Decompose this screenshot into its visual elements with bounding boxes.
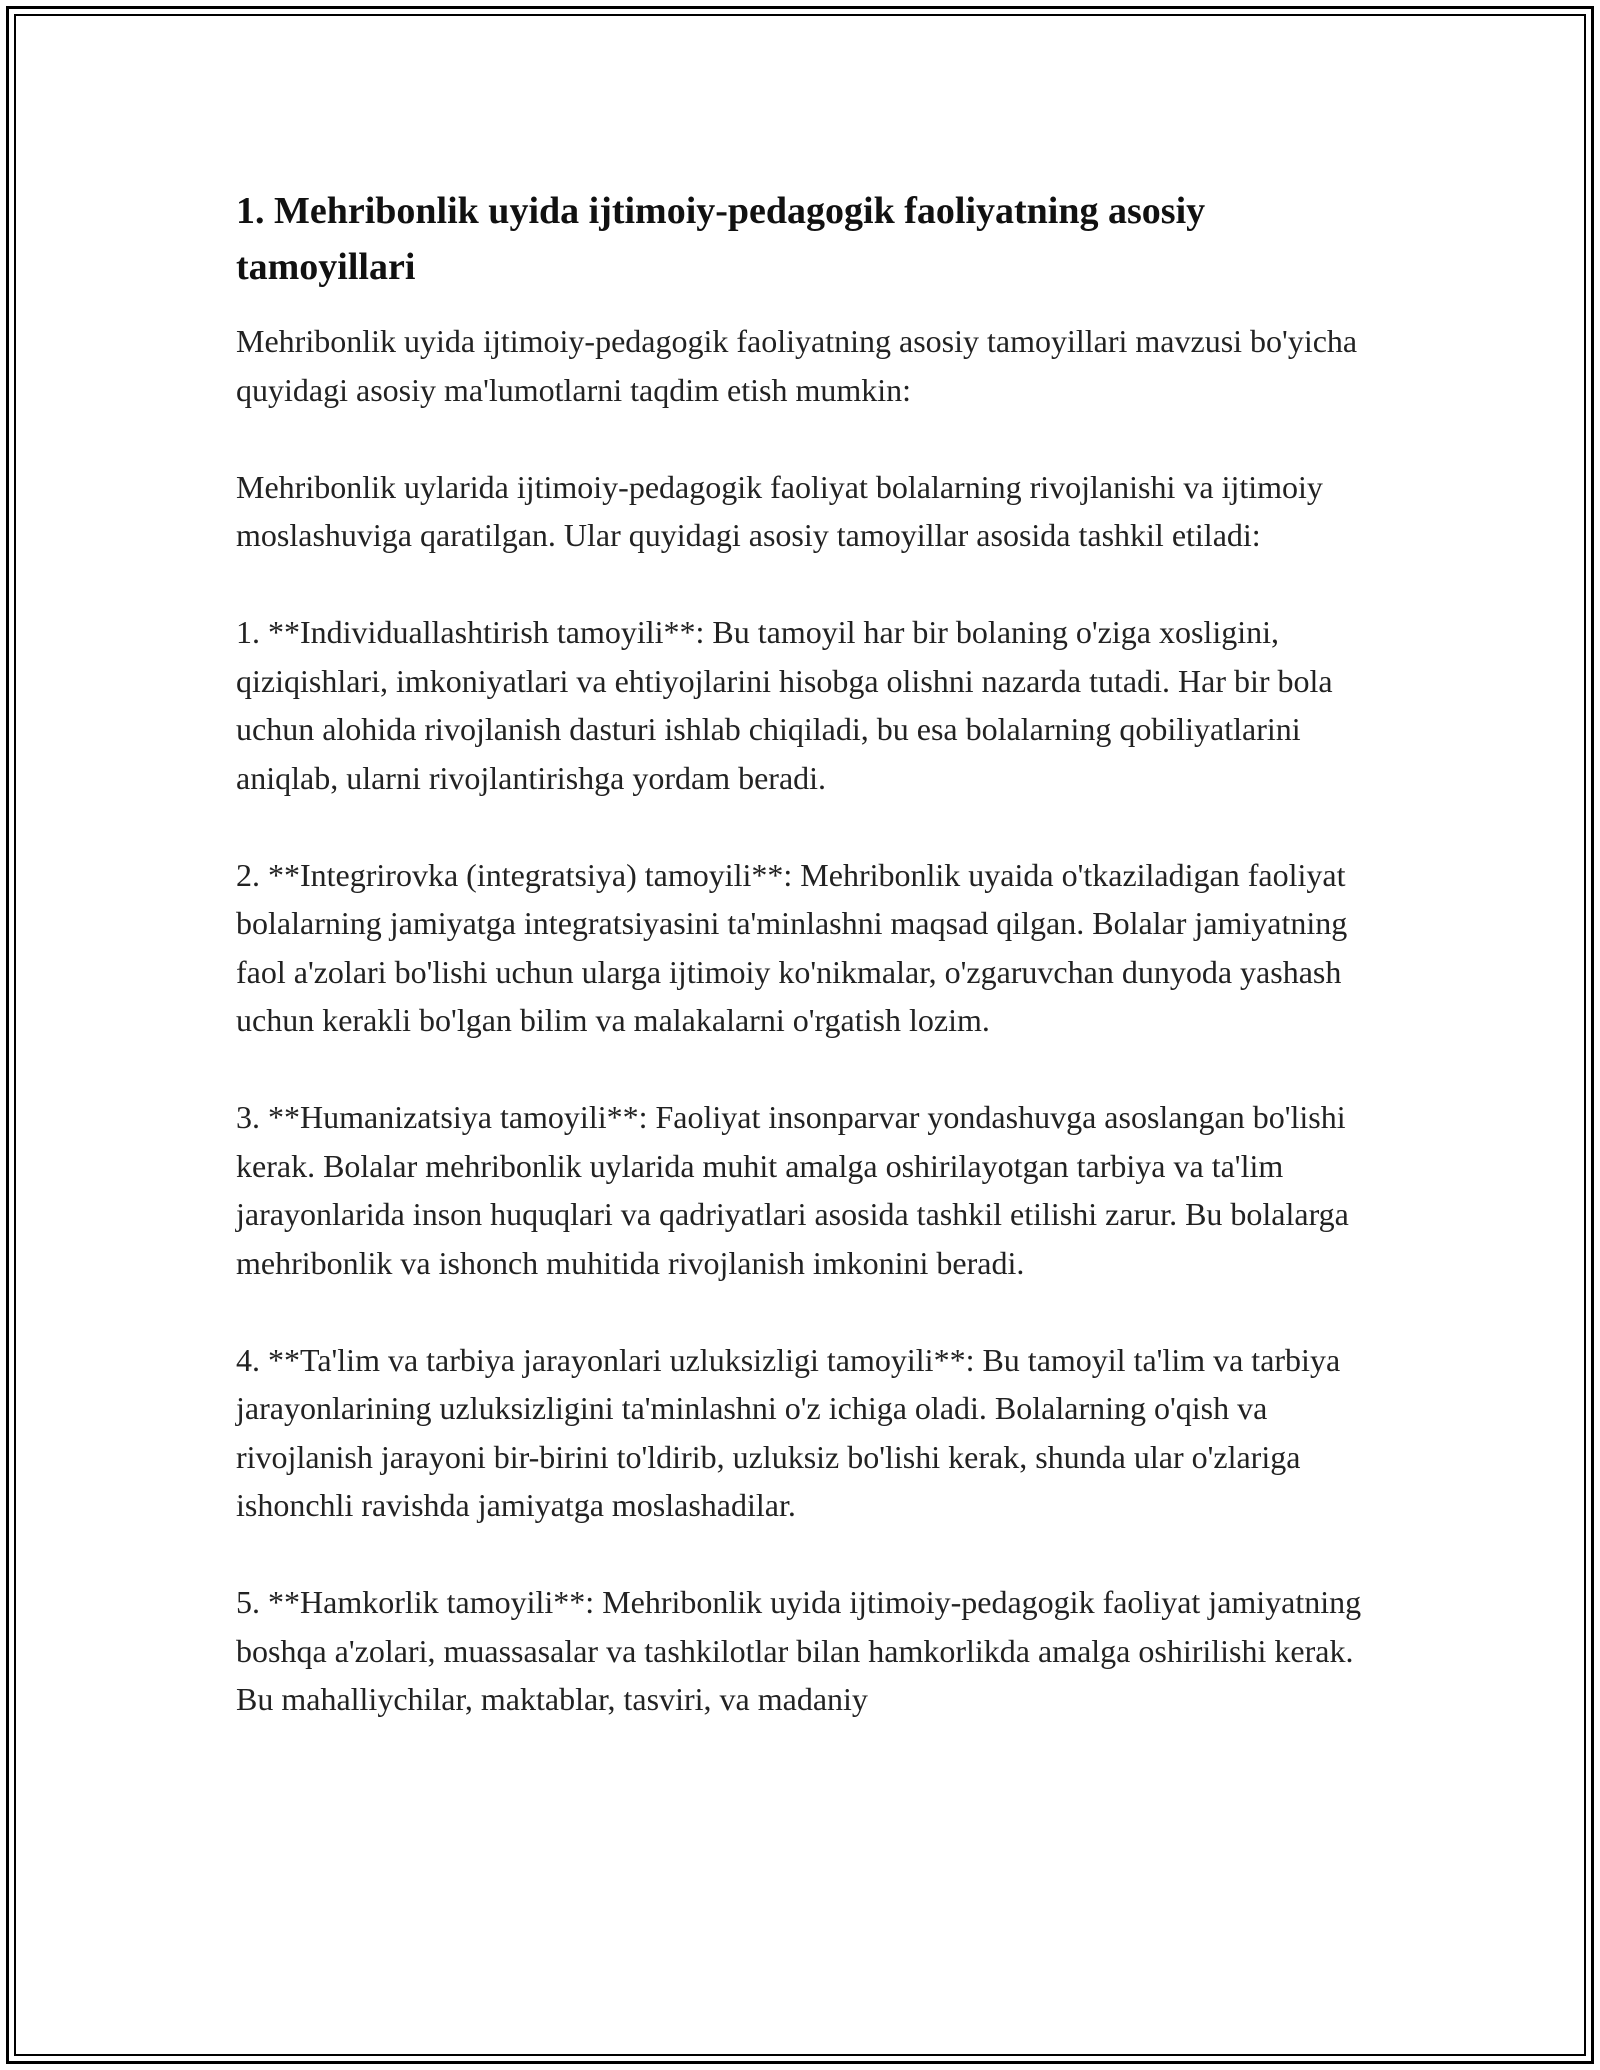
document-heading: 1. Mehribonlik uyida ijtimoiy-pedagogik faoliyatning asosiy tamoyillari <box>236 190 1206 288</box>
document-page <box>236 183 1386 1772</box>
paragraph-intro: Mehribonlik uyida ijtimoiy-pedagogik faoliyatning asosiy tamoyillari mavzusi bo'yicha quyidagi asosiy ma'lumotlarni taqdim etish mumkin: <box>236 323 1358 408</box>
paragraph-principle-2: 2. **Integrirovka (integratsiya) tamoyili**: Mehribonlik uyaida o'tkaziladigan faoliyat bolalarning jamiyatga integratsiyasini ta'minlashni maqsad qilgan. Bolalar jamiyatning faol a'zolari bo'lishi uchun ularga ijtimoiy ko'nikmalar, o'zgaruvchan dunyoda yashash uchun kerakli bo'lgan bilim va malakalarni o'rgatish lozim. <box>236 856 1348 1038</box>
paragraph-overview: Mehribonlik uylarida ijtimoiy-pedagogik faoliyat bolalarning rivojlanishi va ijtimoiy moslashuviga qaratilgan. Ular quyidagi asosiy tamoyillar asosida tashkil etiladi: <box>236 468 1323 553</box>
paragraph-principle-3: 3. **Humanizatsiya tamoyili**: Faoliyat insonparvar yondashuvga asoslangan bo'lishi kerak. Bolalar mehribonlik uylarida muhit amalga oshirilayotgan tarbiya va ta'lim jarayonlarida inson huquqlari va qadriyatlari asosida tashkil etilishi zarur. Bu bolalarga mehribonlik va ishonch muhitida rivojlanish imkonini beradi. <box>236 1099 1349 1281</box>
paragraph-principle-5: 5. **Hamkorlik tamoyili**: Mehribonlik uyida ijtimoiy-pedagogik faoliyat jamiyatning boshqa a'zolari, muassasalar va tashkilotlar bilan hamkorlikda amalga oshirilishi kerak. Bu mahalliychilar, maktablar, tasviri, va madaniy <box>236 1584 1362 1717</box>
paragraph-principle-4: 4. **Ta'lim va tarbiya jarayonlari uzluksizligi tamoyili**: Bu tamoyil ta'lim va tarbiya jarayonlarining uzluksizligini ta'minlashni o'z ichiga oladi. Bolalarning o'qish va rivojlanish jarayoni bir-birini to'ldirib, uzluksiz bo'lishi kerak, shunda ular o'zlariga ishonchli ravishda jamiyatga moslashadilar. <box>236 1341 1341 1523</box>
paragraph-principle-1: 1. **Individuallashtirish tamoyili**: Bu tamoyil har bir bolaning o'ziga xosligini, qiziqishlari, imkoniyatlari va ehtiyojlarini hisobga olishni nazarda tutadi. Har bir bola uchun alohida rivojlanish dasturi ishlab chiqiladi, bu esa bolalarning qobiliyatlarini aniqlab, ularni rivojlantirishga yordam beradi. <box>236 614 1333 796</box>
